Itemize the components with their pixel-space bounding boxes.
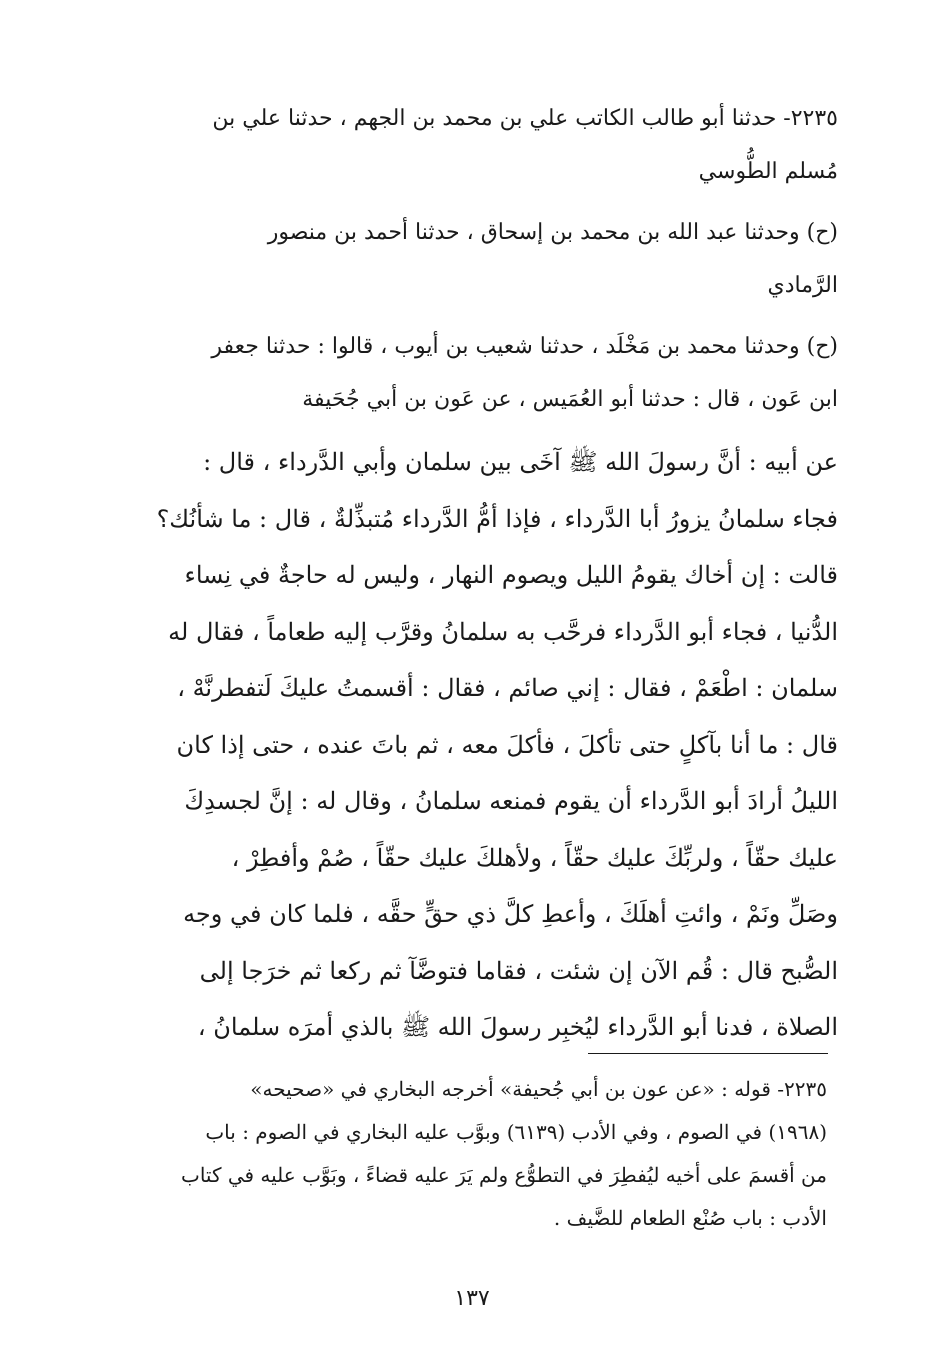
text-line: فجاء سلمانُ يزورُ أبا الدَّرداء ، فإذا أمُّ الدَّرداء مُتبذِّلةٌ ، قال : ما شأنُك؟: [156, 504, 838, 533]
text-line: الرَّمادي: [767, 273, 838, 298]
footnote-divider: [588, 1053, 828, 1054]
text-line: ابن عَون ، قال : حدثنا أبو العُمَيس ، عن عَون بن أبي جُحَيفة: [302, 387, 838, 412]
text-line: الدُّنيا ، فجاء أبو الدَّرداء فرحَّب به سلمانُ وقرَّب إليه طعاماً ، فقال له: [168, 617, 838, 646]
text-line: سلمان : اطْعَمْ ، فقال : إني صائم ، فقال : أقسمتُ عليكَ لَتفطرنَّهْ ،: [177, 674, 838, 702]
footnote-line: الأدب : باب صُنْع الطعام للضَّيف .: [553, 1206, 827, 1230]
hadith-matn: [110, 434, 838, 1056]
footnote-line: من أقسمَ على أخيه ليُفطِرَ في التطوُّع ولم يَرَ عليه قضاءً ، وبَوَّب عليه في كتاب: [181, 1163, 827, 1187]
text-line: عن أبيه : أنَّ رسولَ الله ﷺ آخَى بين سلمان وأبي الدَّرداء ، قال :: [203, 448, 838, 476]
text-line: (ح) وحدثنا محمد بن مَخْلَد ، حدثنا شعيب بن أيوب ، قالوا : حدثنا جعفر: [211, 334, 838, 359]
text-line: عليك حقّاً ، ولربِّكَ عليك حقّاً ، ولأهلكَ عليك حقّاً ، صُمْ وأفطِرْ ،: [231, 843, 838, 872]
footnote-line: ٢٢٣٥- قوله : «عن عون بن أبي جُحيفة» أخرجه البخاري في «صحيحه»: [250, 1077, 827, 1101]
hadith-isnad-paragraph-3: [110, 320, 838, 426]
text-line: وصَلِّ ونَمْ ، وائتِ أهلَكَ ، وأعطِ كلَّ ذي حقٍّ حقَّه ، فلما كان في وجه: [183, 900, 838, 928]
footnote: [112, 1068, 827, 1240]
text-line: (ح) وحدثنا عبد الله بن محمد بن إسحاق ، حدثنا أحمد بن منصور: [267, 220, 838, 245]
hadith-isnad-paragraph-1: [110, 92, 838, 198]
text-line: الصلاة ، فدنا أبو الدَّرداء ليُخبِر رسولَ الله ﷺ بالذي أمرَه سلمانُ ،: [197, 1013, 838, 1041]
text-line: مُسلم الطُّوسي: [698, 159, 838, 184]
page-number: ١٣٧: [454, 1286, 490, 1311]
text-line: الليلُ أرادَ أبو الدَّرداء أن يقوم فمنعه سلمانُ ، وقال له : إنَّ لجسدِكَ: [184, 787, 838, 815]
hadith-isnad-paragraph-2: [110, 206, 838, 312]
footnote-line: (١٩٦٨) في الصوم ، وفي الأدب (٦١٣٩) وبوَّب عليه البخاري في الصوم : باب: [205, 1120, 827, 1144]
text-line: الصُّبح قال : قُم الآن إن شئت ، فقاما فتوضَّآ ثم ركعا ثم خرَجا إلى: [199, 956, 838, 985]
text-line: قالت : إن أخاك يقومُ الليل ويصوم النهار ، وليس له حاجةٌ في نِساء: [184, 561, 838, 589]
text-line: ٢٢٣٥- حدثنا أبو طالب الكاتب علي بن محمد بن الجهم ، حدثنا علي بن: [212, 106, 838, 131]
page-body: [110, 92, 838, 1056]
text-line: قال : ما أنا بآكلٍ حتى تأكلَ ، فأكلَ معه ، ثم باتَ عنده ، حتى إذا كان: [176, 730, 838, 759]
